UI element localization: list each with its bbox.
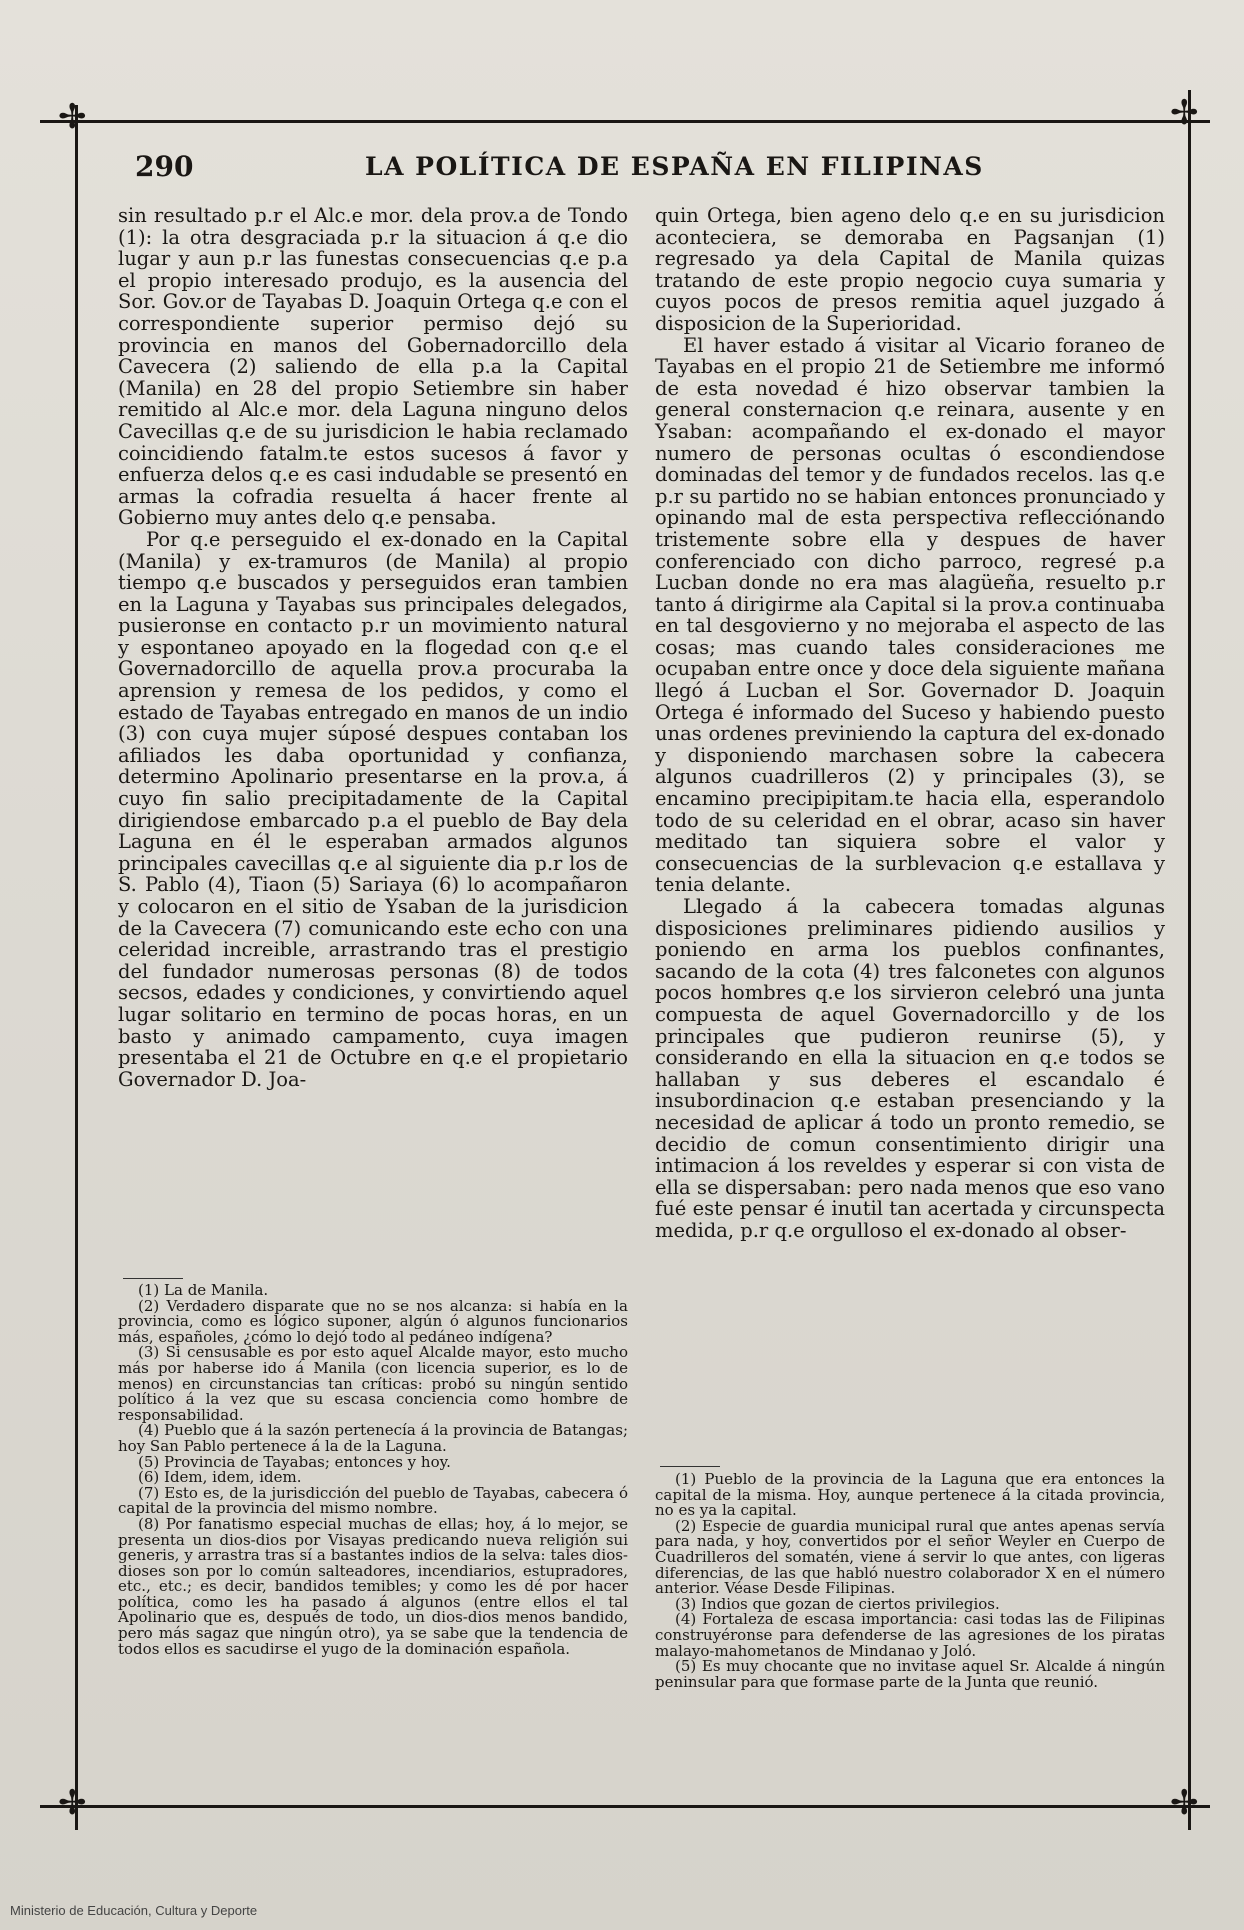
page-header: [135, 150, 1175, 190]
corner-ornament-icon: ✢: [58, 97, 87, 137]
footnote: (5) Es muy chocante que no invitase aquel Sr. Alcalde á ningún peninsular para que formase parte de la Junta que reunió.: [655, 1657, 1165, 1691]
frame-rule-top: [40, 120, 1210, 123]
left-footnotes: [118, 1283, 628, 1657]
footnote-separator: [123, 1278, 183, 1279]
footnote: (4) Pueblo que á la sazón pertenecía á la provincia de Batangas; hoy San Pablo pertenece á la de la Laguna.: [118, 1421, 628, 1455]
paragraph: Por q.e perseguido el ex-donado en la Capital (Manila) y ex-tramuros (de Manila) al propio tiempo q.e buscados y perseguidos eran tambien en la Laguna y Tayabas sus principales delegados, pusieronse en contacto p.r un movimiento natural y espontaneo apoyado en la flogedad con q.e el Governadorcillo de aquella prov.a procuraba la aprension y remesa de los pedidos, y como el estado de Tayabas entregado en manos de un indio (3) con cuya mujer súposé despues contaban los afiliados les daba oportunidad y confianza, determino Apolinario presentarse en la prov.a, á cuyo fin salio precipitadamente de la Capital dirigiendose embarcado p.a el pueblo de Bay dela Laguna en él le esperaban armados algunos principales cavecillas q.e al siguiente dia p.r los de S. Pablo (4), Tiaon (5) Sariaya (6) lo acompañaron y colocaron en el sitio de Ysaban de la jurisdicion de la Cavecera (7) comunicando este echo con una celeridad increible, arrastrando tras el prestigio del fundador numerosas personas (8) de todos secsos, edades y condiciones, y convirtiendo aquel lugar solitario en termino de pocas horas, en un basto y animado campamento, cuya imagen presentaba el 21 de Octubre en q.e el propietario Governador D. Joa-: [118, 527, 628, 1091]
frame-rule-left: [75, 105, 78, 1830]
digitization-credit: Ministerio de Educación, Cultura y Deporte: [10, 1903, 258, 1918]
paragraph: sin resultado p.r el Alc.e mor. dela prov.a de Tondo (1): la otra desgraciada p.r la situacion á q.e dio lugar y aun p.r las funestas consecuencias q.e p.a el propio interesado produjo, es la ausencia del Sor. Gov.or de Tayabas D. Joaquin Ortega q.e con el correspondiente superior permiso dejó su provincia en manos del Gobernadorcillo dela Cavecera (2) saliendo de ella p.a la Capital (Manila) en 28 del propio Setiembre sin haber remitido al Alc.e mor. dela Laguna ninguno delos Cavecillas q.e de su jurisdicion le habia reclamado coincidiendo fatalm.te estos sucesos á favor y enfuerza delos q.e es casi indudable se presentó en armas la cofradia resuelta á hacer frente al Gobierno muy antes delo q.e pensaba.: [118, 204, 628, 530]
paragraph: El haver estado á visitar al Vicario foraneo de Tayabas en el propio 21 de Setiembre me informó de esta novedad é hizo observar tambien la general consternacion q.e reinara, ausente y en Ysaban: acompañando el ex-donado el mayor numero de personas ocultas ó escondiendose dominadas del temor y de fundados recelos. las q.e p.r su partido no se habian entonces pronunciado y opinando mal de esta perspectiva reflecciónando tristemente sobre ella y despues de haver conferenciado con dicho parroco, regresé p.a Lucban donde no era mas alagüeña, resuelto p.r tanto á dirigirme ala Capital si la prov.a continuaba en tal desgovierno y no mejoraba el aspecto de las cosas; mas cuando tales consideraciones me ocupaban entre once y doce dela siguiente mañana llegó á Lucban el Sor. Governador D. Joaquin Ortega é informado del Suceso y habiendo puesto unas ordenes previniendo la captura del ex-donado y disponiendo marchasen sobre la cabecera algunos cuadrilleros (2) y principales (3), se encamino precipipitam.te hacia ella, esperandolo todo de su celeridad en el obrar, acaso sin haver meditado tan siquiera sobre el valor y consecuencias de la surblevacion q.e estallava y tenia delante.: [655, 333, 1165, 897]
footnote: (4) Fortaleza de escasa importancia: casi todas las de Filipinas construyéronse para defenderse de las agresiones de los piratas malayo-mahometanos de Mindanao y Joló.: [655, 1610, 1165, 1660]
frame-rule-right: [1188, 90, 1191, 1830]
paragraph: quin Ortega, bien ageno delo q.e en su jurisdicion aconteciera, se demoraba en Pagsanjan (1) regresado ya dela Capital de Manila quizas tratando de este propio negocio cuya sumaria y cuyos pocos de presos remitia aquel juzgado á disposicion de la Superioridad.: [655, 204, 1165, 335]
page-number: 290: [135, 150, 194, 183]
footnote-separator: [660, 1466, 720, 1467]
footnote: (1) La de Manila.: [138, 1281, 269, 1299]
footnote: (7) Esto es, de la jurisdicción del pueblo de Tayabas, cabecera ó capital de la provincia del mismo nombre.: [118, 1483, 628, 1518]
footnote: (1) Pueblo de la provincia de la Laguna que era entonces la capital de la misma. Hoy, aunque pertenece á la citada provincia, no es ya la capital.: [655, 1470, 1165, 1520]
frame-rule-bottom: [40, 1805, 1210, 1808]
corner-ornament-icon: ✢: [1170, 1783, 1199, 1823]
footnote: (5) Provincia de Tayabas; entonces y hoy.: [138, 1452, 451, 1471]
right-column: [655, 205, 1165, 1242]
footnote: (3) Indios que gozan de ciertos privilegios.: [675, 1594, 1000, 1613]
footnote: (8) Por fanatismo especial muchas de ellas; hoy, á lo mejor, se presenta un dios-dios por Visayas predicando nueva religión sui generis, y arrastra tras sí a bastantes indios de la selva: tales dios-dioses son por lo común salteadores, incendiarios, estupradores, etc., etc.; es decir, bandidos temibles; y como les dé por hacer política, como les ha pasado á algunos (entre ellos el tal Apolinario que es, después de todo, un dios-dios menos bandido, pero más sagaz que ningún otro), ya se sabe que la tendencia de todos ellos es sacudirse el yugo de la dominación española.: [118, 1514, 628, 1658]
running-title: LA POLÍTICA DE ESPAÑA EN FILIPINAS: [365, 152, 984, 181]
footnote: (3) Si censusable es por esto aquel Alcalde mayor, esto mucho más por haberse ido á Manila (con licencia superior, es lo de menos) en circunstancias tan críticas: probó su ningún sentido político á la vez que su escasa conciencia como hombre de responsabilidad.: [118, 1343, 628, 1424]
left-column: [118, 205, 628, 1090]
corner-ornament-icon: ✢: [1170, 93, 1199, 133]
corner-ornament-icon: ✢: [58, 1783, 87, 1823]
footnote: (2) Verdadero disparate que no se nos alcanza: si había en la provincia, como es lógico suponer, algún ó algunos funcionarios más, españoles, ¿cómo lo dejó todo al pedáneo indígena?: [118, 1296, 628, 1346]
right-footnotes: [655, 1472, 1165, 1690]
footnote: (6) Idem, idem, idem.: [138, 1468, 302, 1487]
paragraph: Llegado á la cabecera tomadas algunas disposiciones preliminares pidiendo ausilios y poniendo en arma los pueblos confinantes, sacando de la cota (4) tres falconetes con algunos pocos hombres q.e los sirvieron celebró una junta compuesta de aquel Governadorcillo y de los principales que pudieron reunirse (5), y considerando en ella la situacion en q.e todos se hallaban y sus deberes el escandalo é insubordinacion q.e estaban presenciando y la necesidad de aplicar á todo un pronto remedio, se decidio de comun consentimiento dirigir una intimacion á los reveldes y esperar si con vista de ella se dispersaban: pero nada menos que eso vano fué este pensar é inutil tan acertada y circunspecta medida, p.r q.e orgulloso el ex-donado al obser-: [655, 895, 1165, 1242]
footnote: (2) Especie de guardia municipal rural que antes apenas servía para nada, y hoy, convertidos por el señor Weyler en Cuerpo de Cuadrilleros del somatén, viene á servir lo que antes, con ligeras diferencias, de las que habló nuestro colaborador X en el número anterior. Véase Desde Filipinas.: [655, 1516, 1165, 1598]
